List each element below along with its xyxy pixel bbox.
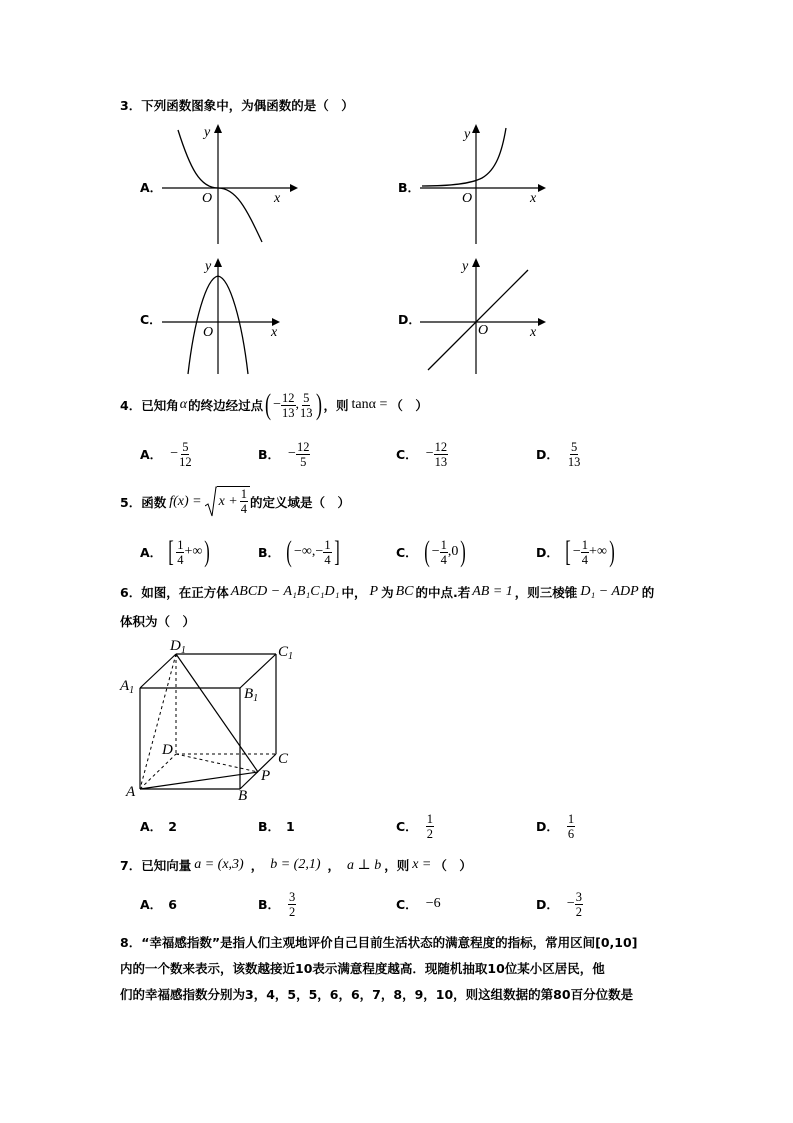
q4-option-a[interactable] bbox=[140, 436, 193, 472]
origin-label: O bbox=[202, 191, 213, 206]
q3-option-d-label: D． bbox=[398, 312, 421, 327]
q5-option-a[interactable] bbox=[140, 534, 212, 570]
plus-infinity: +∞ bbox=[184, 544, 203, 559]
comma: , bbox=[295, 397, 299, 412]
denominator: 4 bbox=[240, 502, 248, 516]
q4-text-c: ，则 bbox=[323, 398, 349, 413]
q3-graph-d bbox=[410, 252, 560, 378]
option-label: C． bbox=[396, 897, 418, 912]
q4-option-c[interactable] bbox=[396, 436, 448, 472]
option-label: A． bbox=[140, 819, 163, 834]
q6-option-a[interactable] bbox=[140, 808, 177, 844]
q6-cube-figure bbox=[118, 636, 308, 804]
fraction bbox=[176, 538, 184, 567]
q4-text-a: 已知角 bbox=[141, 398, 179, 413]
numerator: 1 bbox=[240, 487, 248, 501]
minus-sign: − bbox=[572, 544, 581, 559]
q3-graph-a bbox=[150, 118, 300, 248]
x-equals: x = bbox=[412, 857, 432, 872]
label-d: D bbox=[162, 742, 173, 758]
option-label: D． bbox=[536, 545, 559, 560]
denominator: 13 bbox=[300, 405, 313, 420]
option-label: C． bbox=[396, 819, 418, 834]
label-a: A bbox=[126, 784, 136, 800]
option-value: 6 bbox=[168, 896, 177, 912]
q5-options bbox=[140, 534, 700, 570]
q8-number: 8． bbox=[120, 935, 142, 950]
q3-stem bbox=[120, 96, 354, 114]
plus-infinity: +∞ bbox=[589, 544, 607, 559]
x-label: x bbox=[271, 325, 278, 340]
q6-text-c: 为 bbox=[381, 585, 394, 600]
fraction bbox=[434, 440, 449, 469]
origin-label: O bbox=[478, 323, 489, 338]
q6-option-b[interactable] bbox=[258, 808, 295, 844]
fraction bbox=[581, 538, 589, 567]
origin-label: O bbox=[462, 191, 473, 206]
option-label: B． bbox=[258, 545, 281, 560]
q7-option-a[interactable] bbox=[140, 886, 177, 922]
q5-option-d[interactable] bbox=[536, 534, 617, 570]
radicand-text: x + bbox=[218, 493, 238, 509]
ab-equals-1: AB = 1 bbox=[472, 584, 513, 599]
q7-option-c[interactable] bbox=[396, 886, 441, 922]
fraction bbox=[299, 391, 314, 420]
vector-b: b = (2,1) bbox=[270, 857, 321, 872]
segment-bc: BC bbox=[395, 584, 414, 599]
q6-stem-line2: 体积为（ ） bbox=[120, 614, 196, 629]
right-paren: ) bbox=[204, 535, 211, 568]
label-c1: $C_1$ bbox=[278, 644, 294, 662]
option-label: B． bbox=[258, 819, 281, 834]
q6-text-e: ，则三棱锥 bbox=[514, 585, 578, 600]
option-label: D． bbox=[536, 819, 559, 834]
right-paren: ) bbox=[609, 535, 615, 568]
left-bracket: [ bbox=[168, 535, 174, 568]
q4-stem bbox=[120, 388, 428, 422]
option-value: 1 bbox=[286, 818, 295, 834]
sign: − bbox=[288, 446, 296, 461]
fraction bbox=[567, 440, 582, 469]
numerator: 1 bbox=[581, 537, 589, 552]
denominator: 13 bbox=[434, 454, 448, 469]
q8-line-2: 内的一个数来表示，该数越接近10表示满意程度越高．现随机抽取10位某小区居民，他 bbox=[120, 961, 605, 976]
q8-stem bbox=[120, 930, 680, 1008]
left-bracket: [ bbox=[565, 535, 571, 568]
denominator: 4 bbox=[581, 552, 589, 567]
y-axis-arrow bbox=[214, 258, 222, 267]
q5-stem bbox=[120, 484, 350, 520]
separator: ， bbox=[327, 858, 341, 873]
q5-text-b: 的定义域是（ ） bbox=[250, 495, 351, 510]
q6-text-f: 的 bbox=[641, 585, 655, 600]
right-paren: ) bbox=[315, 388, 322, 421]
x-label: x bbox=[530, 325, 537, 340]
origin-label: O bbox=[203, 325, 214, 340]
fraction bbox=[323, 538, 331, 567]
minus-sign: − bbox=[273, 397, 281, 412]
fraction bbox=[288, 890, 296, 919]
numerator: 3 bbox=[289, 889, 296, 904]
numerator: 3 bbox=[575, 889, 583, 904]
q3-option-b-label: B． bbox=[398, 180, 421, 195]
q6-options bbox=[140, 808, 700, 844]
q6-text-b: 中， bbox=[341, 585, 367, 600]
label-a1: $A_1$ bbox=[120, 678, 135, 696]
q3-number: 3． bbox=[120, 98, 142, 113]
option-label: B． bbox=[258, 897, 281, 912]
q5-text-a: 函数 bbox=[141, 495, 167, 510]
denominator: 2 bbox=[426, 826, 433, 841]
q4-options bbox=[140, 436, 700, 472]
option-label: C． bbox=[396, 447, 418, 462]
numerator: 5 bbox=[182, 439, 189, 454]
line-y-equals-x bbox=[428, 270, 528, 370]
zero: ,0 bbox=[447, 544, 459, 559]
q7-number: 7． bbox=[120, 858, 142, 873]
fraction bbox=[575, 890, 583, 919]
q7-text-b: ，则 bbox=[384, 858, 410, 873]
numerator: 12 bbox=[296, 439, 310, 454]
q6-option-d[interactable] bbox=[536, 808, 575, 844]
fraction bbox=[426, 812, 434, 841]
pyramid-name: D₁ − ADP bbox=[580, 584, 639, 599]
q4-option-d[interactable] bbox=[536, 436, 581, 472]
y-label: y bbox=[204, 125, 211, 140]
denominator: 4 bbox=[177, 552, 184, 567]
fraction bbox=[296, 440, 311, 469]
q4-text-d: （ ） bbox=[390, 398, 428, 413]
q5-option-c[interactable] bbox=[396, 534, 468, 570]
q6-option-c[interactable] bbox=[396, 808, 434, 844]
q7-options bbox=[140, 886, 700, 922]
option-label: B． bbox=[258, 447, 281, 462]
numerator: 5 bbox=[303, 390, 310, 405]
denominator: 6 bbox=[567, 826, 575, 841]
q3-option-c-label: C． bbox=[140, 312, 162, 327]
q8-line-3: 们的幸福感指数分别为3，4，5，5，6，6，7，8，9，10，则这组数据的第80百分位数是 bbox=[120, 987, 634, 1002]
q5-number: 5． bbox=[120, 495, 142, 510]
q7-text-a: 已知向量 bbox=[141, 858, 192, 873]
q7-stem bbox=[120, 854, 472, 876]
q7-text-c: （ ） bbox=[434, 858, 472, 873]
denominator: 2 bbox=[289, 904, 296, 919]
sign: − bbox=[170, 446, 179, 461]
denominator: 13 bbox=[282, 405, 295, 420]
option-label: A． bbox=[140, 545, 163, 560]
numerator: 12 bbox=[282, 390, 295, 405]
q4-text-b: 的终边经过点 bbox=[188, 398, 264, 413]
q8-line-1 bbox=[120, 930, 680, 956]
right-paren: ) bbox=[460, 535, 467, 568]
numerator: 12 bbox=[434, 439, 448, 454]
q6-stem-line1 bbox=[120, 582, 654, 602]
point-coordinates bbox=[263, 390, 323, 420]
sign: − bbox=[425, 446, 434, 461]
y-axis-arrow bbox=[472, 258, 480, 267]
left-paren: ( bbox=[423, 535, 430, 568]
q5-option-b[interactable] bbox=[258, 534, 342, 570]
numerator: 1 bbox=[426, 811, 433, 826]
label-c: C bbox=[278, 751, 289, 767]
option-label: D． bbox=[536, 447, 559, 462]
label-b1: $B_1$ bbox=[244, 686, 259, 704]
curve bbox=[178, 130, 262, 242]
minus-sign: − bbox=[315, 544, 324, 559]
left-paren: ( bbox=[265, 388, 272, 421]
q6-number: 6． bbox=[120, 585, 142, 600]
cube-name: ABCD − A₁B₁C₁D₁ bbox=[230, 584, 340, 599]
q6-text-a: 如图，在正方体 bbox=[141, 585, 229, 600]
label-p: P bbox=[261, 768, 271, 784]
sqrt-expression bbox=[205, 486, 250, 518]
option-label: C． bbox=[396, 545, 418, 560]
x-axis-arrow bbox=[538, 318, 546, 326]
minus-sign: − bbox=[431, 544, 440, 559]
left-paren: ( bbox=[286, 535, 292, 568]
q3-option-a-label: A． bbox=[140, 180, 163, 195]
label-d1: $D_1$ bbox=[170, 638, 186, 656]
q3-graph-b bbox=[410, 118, 560, 248]
y-label: y bbox=[464, 127, 471, 142]
denominator: 12 bbox=[179, 454, 192, 469]
radical-sign bbox=[205, 486, 217, 518]
sign: − bbox=[566, 896, 575, 911]
x-axis-arrow bbox=[290, 184, 298, 192]
fraction bbox=[440, 538, 448, 567]
denominator: 13 bbox=[567, 454, 581, 469]
vector-a: a = (x,3) bbox=[194, 857, 244, 872]
fraction bbox=[567, 812, 575, 841]
x-label: x bbox=[530, 191, 537, 206]
q3-graph-c bbox=[150, 252, 300, 378]
fraction bbox=[178, 440, 193, 469]
option-value: −6 bbox=[425, 896, 441, 911]
function-name: f(x) = bbox=[169, 494, 202, 509]
point-p: P bbox=[369, 584, 379, 599]
q7-option-d[interactable] bbox=[536, 886, 583, 922]
radicand bbox=[217, 486, 250, 516]
option-value: 2 bbox=[168, 818, 177, 834]
q4-option-b[interactable] bbox=[258, 436, 310, 472]
q6-text-d: 的中点.若 bbox=[415, 585, 471, 600]
cube-solid-edges bbox=[140, 654, 276, 789]
q7-option-b[interactable] bbox=[258, 886, 296, 922]
label-b: B bbox=[238, 788, 248, 804]
denominator: 2 bbox=[575, 904, 583, 919]
fraction bbox=[240, 487, 248, 516]
tan-expression: tanα = bbox=[351, 397, 388, 412]
y-axis-arrow bbox=[214, 124, 222, 133]
denominator: 4 bbox=[324, 552, 331, 567]
numerator: 1 bbox=[567, 811, 575, 826]
perpendicular-condition: a ⊥ b bbox=[347, 857, 382, 873]
alpha-symbol: α bbox=[179, 397, 188, 412]
fraction bbox=[281, 391, 296, 420]
x-label: x bbox=[274, 191, 281, 206]
y-axis-arrow bbox=[472, 124, 480, 133]
y-label: y bbox=[205, 259, 212, 274]
option-label: A． bbox=[140, 897, 163, 912]
x-axis-arrow bbox=[538, 184, 546, 192]
q4-number: 4． bbox=[120, 398, 142, 413]
numerator: 1 bbox=[440, 537, 447, 552]
numerator: 1 bbox=[177, 537, 184, 552]
denominator: 5 bbox=[300, 454, 307, 469]
separator: ， bbox=[250, 858, 264, 873]
minus-infinity: −∞, bbox=[294, 544, 316, 559]
option-label: D． bbox=[536, 897, 559, 912]
q3-text: 下列函数图象中，为偶函数的是（ ） bbox=[141, 98, 354, 113]
q8-text-line-1: “幸福感指数”是指人们主观地评价自己目前生活状态的满意程度的指标，常用区间[0,10] bbox=[141, 935, 638, 950]
numerator: 1 bbox=[324, 537, 331, 552]
right-bracket: ] bbox=[333, 535, 340, 568]
denominator: 4 bbox=[440, 552, 447, 567]
numerator: 5 bbox=[571, 439, 578, 454]
y-label: y bbox=[462, 259, 469, 274]
option-label: A． bbox=[140, 447, 163, 462]
